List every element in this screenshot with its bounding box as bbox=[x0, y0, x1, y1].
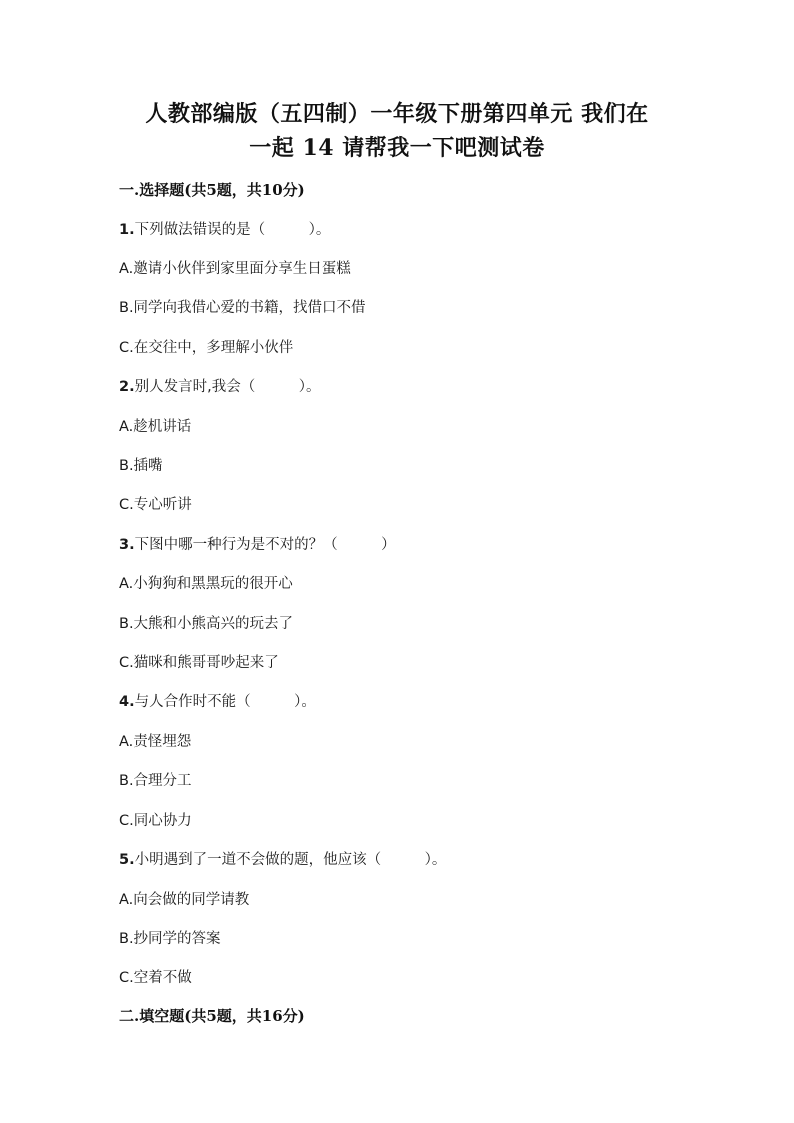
question-stem: 小明遇到了一道不会做的题，他应该（ ）。 bbox=[134, 852, 447, 868]
question-stem: 别人发言时,我会（ ）。 bbox=[134, 379, 321, 395]
question-number: 4. bbox=[119, 694, 135, 710]
question-number: 1. bbox=[119, 222, 135, 238]
question-2-option-c: C.专心听讲 bbox=[119, 497, 192, 513]
question-stem: 下列做法错误的是（ ）。 bbox=[134, 222, 331, 238]
question-1 bbox=[119, 218, 330, 239]
question-number: 2. bbox=[119, 379, 135, 395]
question-2 bbox=[119, 375, 320, 396]
question-5-option-c: C.空着不做 bbox=[119, 970, 192, 986]
question-1-option-c: C.在交往中，多理解小伙伴 bbox=[119, 340, 294, 356]
question-number: 5. bbox=[119, 852, 135, 868]
section-heading-choice: 一.选择题(共5题，共10分) bbox=[119, 181, 305, 199]
question-2-option-a: A.趁机讲话 bbox=[119, 419, 192, 435]
question-5-option-a: A.向会做的同学请教 bbox=[119, 892, 250, 908]
question-stem: 下图中哪一种行为是不对的？（ ） bbox=[134, 537, 396, 553]
document-title-line-2: 一起 14 请帮我一下吧测试卷 bbox=[249, 135, 545, 161]
question-stem: 与人合作时不能（ ）。 bbox=[134, 694, 316, 710]
section-heading-fill-in: 二.填空题(共5题，共16分) bbox=[119, 1007, 305, 1025]
question-number: 3. bbox=[119, 537, 135, 553]
question-4-option-a: A.责怪埋怨 bbox=[119, 734, 192, 750]
question-5-option-b: B.抄同学的答案 bbox=[119, 931, 221, 947]
question-3-option-b: B.大熊和小熊高兴的玩去了 bbox=[119, 616, 294, 632]
document-title-line-1: 人教部编版（五四制）一年级下册第四单元 我们在 bbox=[145, 101, 649, 127]
question-4 bbox=[119, 690, 316, 711]
question-1-option-a: A.邀请小伙伴到家里面分享生日蛋糕 bbox=[119, 261, 351, 277]
question-3-option-a: A.小狗狗和黑黑玩的很开心 bbox=[119, 576, 293, 592]
question-3 bbox=[119, 533, 396, 554]
question-4-option-c: C.同心协力 bbox=[119, 813, 192, 829]
question-2-option-b: B.插嘴 bbox=[119, 458, 163, 474]
question-5 bbox=[119, 848, 446, 869]
question-4-option-b: B.合理分工 bbox=[119, 773, 192, 789]
question-3-option-c: C.猫咪和熊哥哥吵起来了 bbox=[119, 655, 279, 671]
question-1-option-b: B.同学向我借心爱的书籍，找借口不借 bbox=[119, 300, 366, 316]
